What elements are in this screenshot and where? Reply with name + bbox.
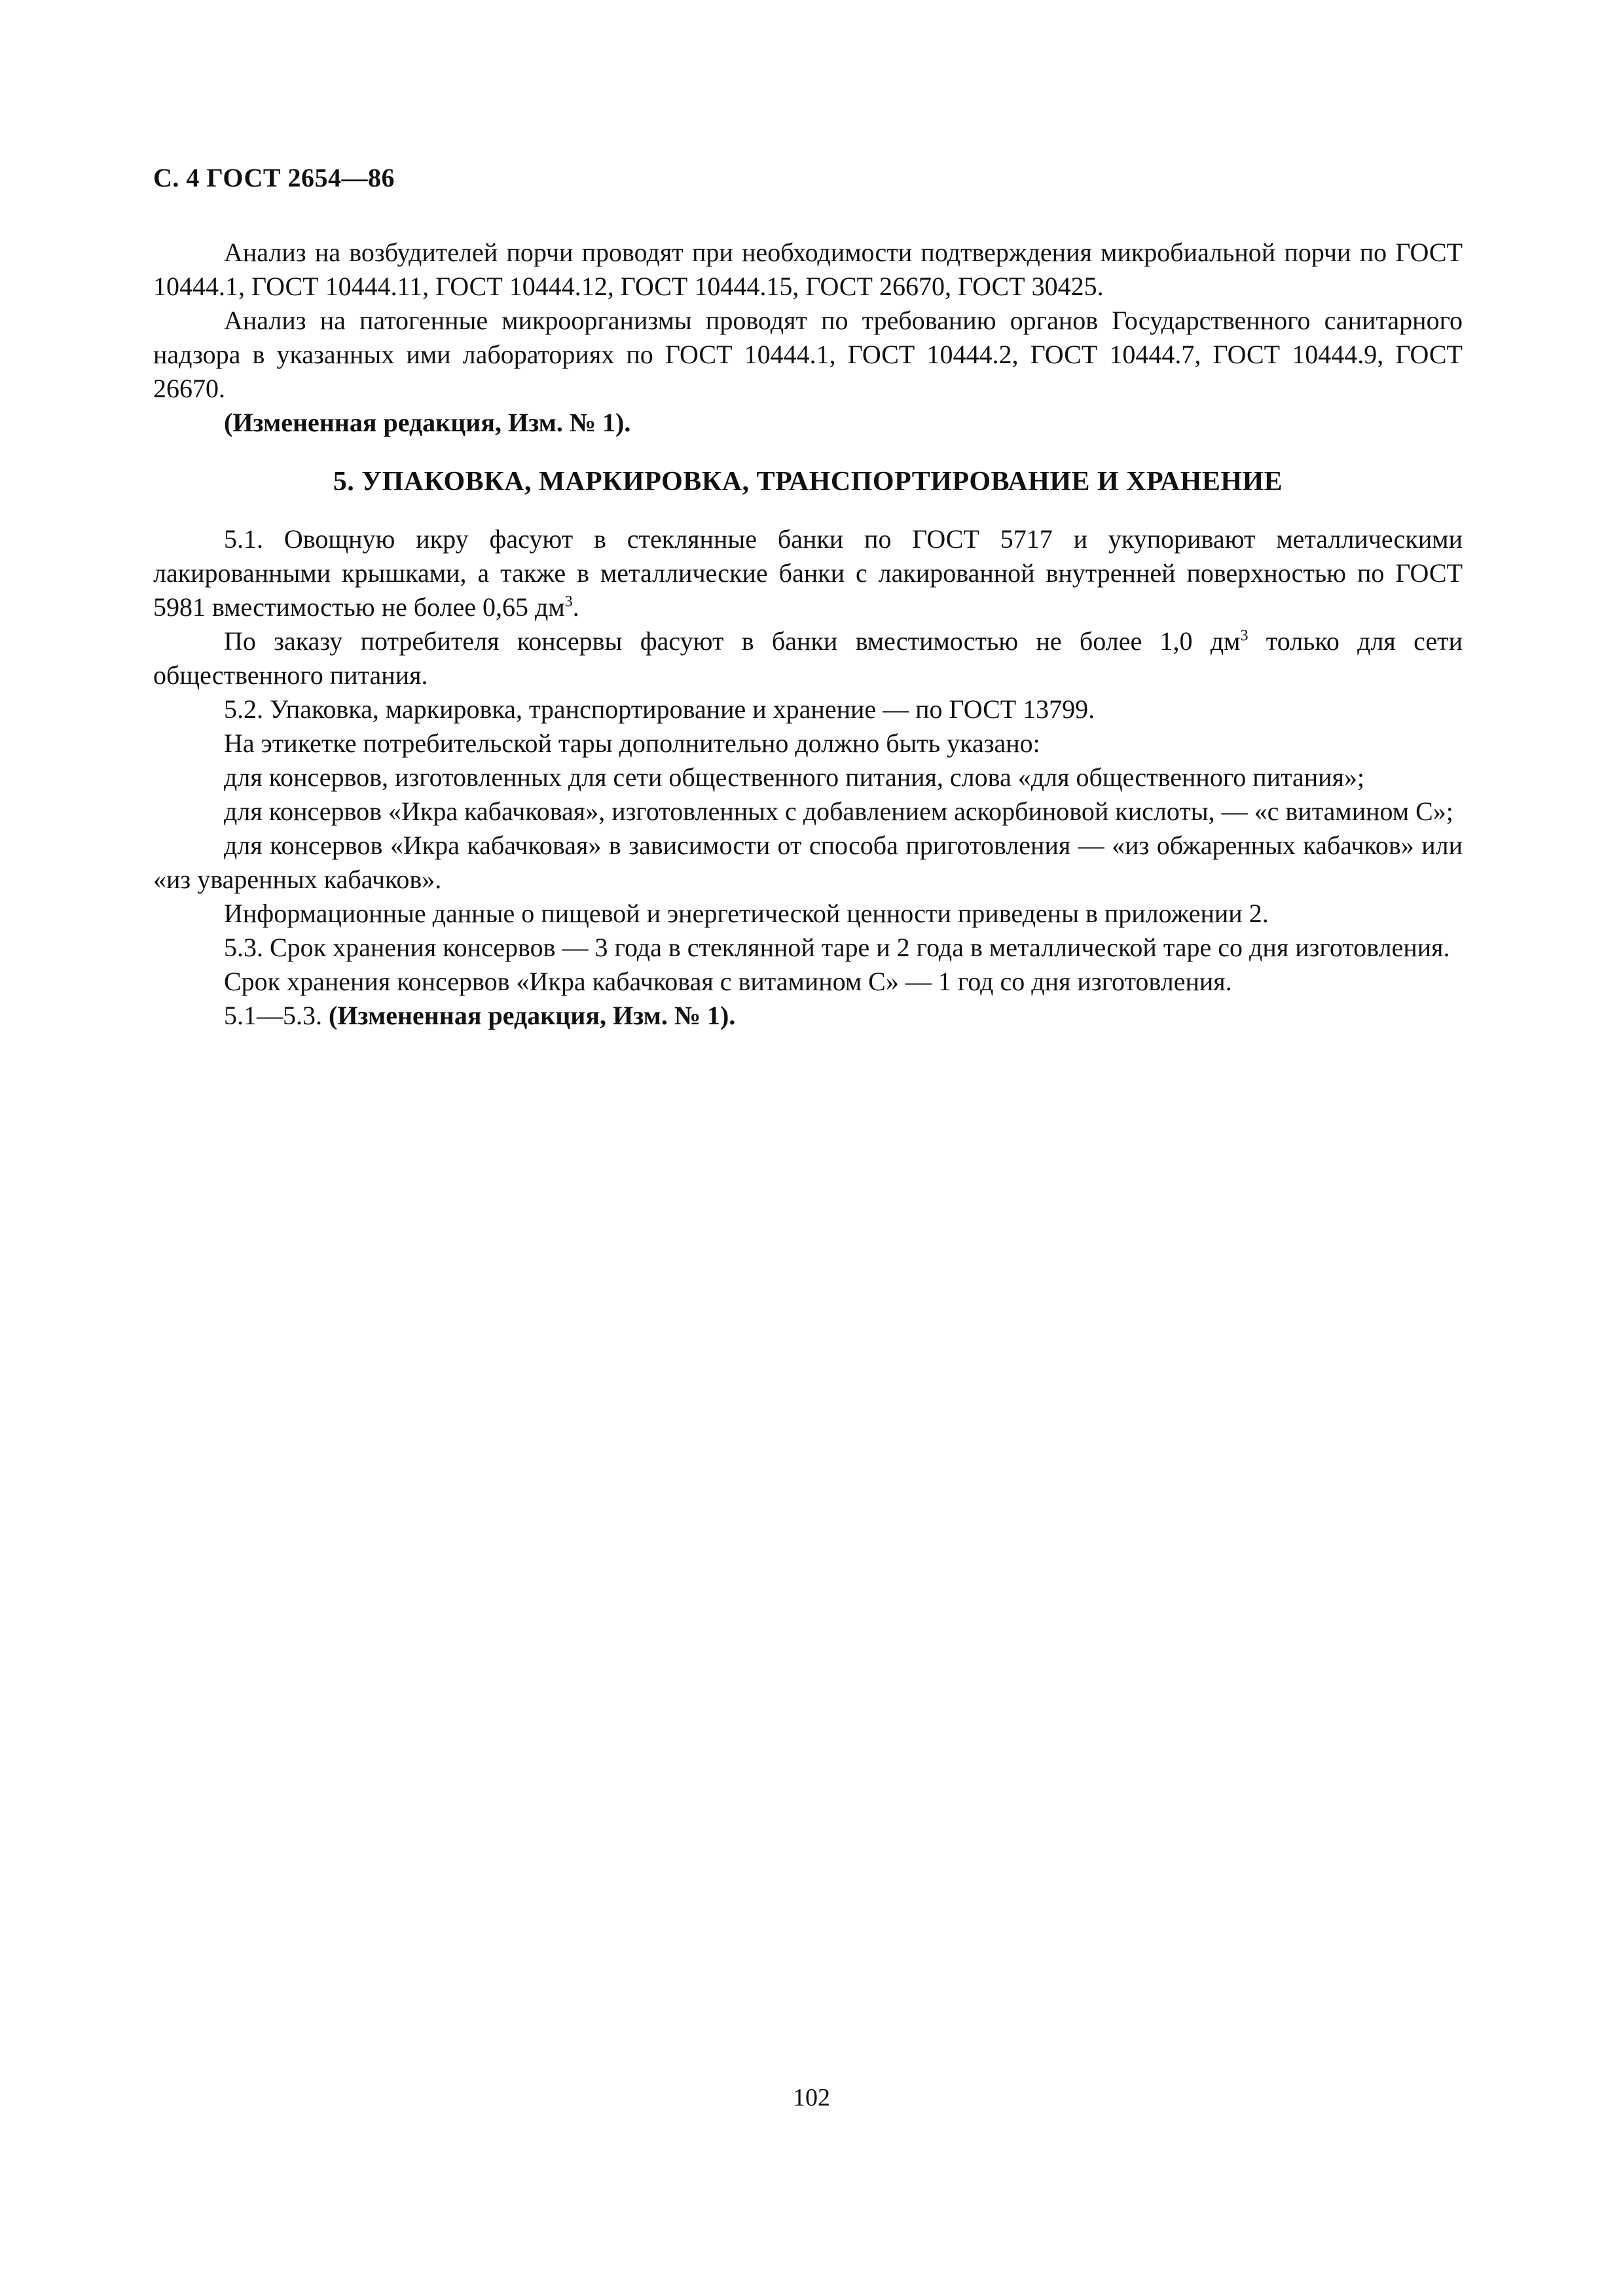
paragraph-5-1-end: . — [572, 592, 579, 622]
paragraph-consumer-order-end: только для сети общественного питания. — [153, 626, 1463, 690]
paragraph-5-2: 5.2. Упаковка, маркировка, транспортирование и хранение — по ГОСТ 13799. — [224, 694, 1095, 724]
paragraph-consumer-order — [153, 624, 1463, 692]
section-title: 5. УПАКОВКА, МАРКИРОВКА, ТРАНСПОРТИРОВАНИЕ И ХРАНЕНИЕ — [333, 467, 1283, 497]
paragraph-pathogen-analysis: Анализ на патогенные микроорганизмы проводят по требованию органов Государственного санитарного надзора в указанных ими лабораториях по ГОСТ 10444.1, ГОСТ 10444.2, ГОСТ 10444.7, ГОСТ 10444.9, ГОСТ 26670. — [153, 306, 1463, 403]
paragraph-shelf-life-vitamin-c: Срок хранения консервов «Икра кабачковая с витамином С» — 1 год со дня изготовления. — [224, 967, 1232, 996]
document-body — [153, 236, 1463, 1033]
amendment-note: (Измененная редакция, Изм. № 1). — [329, 1001, 736, 1030]
paragraph-5-1 — [153, 522, 1463, 624]
paragraph-nutrition-info: Информационные данные о пищевой и энергетической ценности приведены в приложении 2. — [224, 899, 1269, 928]
superscript: 3 — [564, 593, 573, 611]
amendment-range: 5.1—5.3. — [224, 1001, 329, 1030]
paragraph-consumer-order-text: По заказу потребителя консервы фасуют в банки вместимостью не более 1,0 дм — [224, 626, 1241, 656]
paragraph-spoilage-analysis: Анализ на возбудителей порчи проводят при необходимости подтверждения микробиальной порчи по ГОСТ 10444.1, ГОСТ 10444.11, ГОСТ 10444.12, ГОСТ 10444.15, ГОСТ 26670, ГОСТ 30425. — [153, 238, 1463, 301]
paragraph-amendment-5-1-5-3 — [153, 999, 1463, 1033]
paragraph-5-3: 5.3. Срок хранения консервов — 3 года в стеклянной таре и 2 года в металлической таре со дня изготовления. — [224, 933, 1450, 962]
section-5-body — [153, 522, 1463, 1033]
paragraph-label-preparation: для консервов «Икра кабачковая» в зависимости от способа приготовления — «из обжаренных кабачков» или «из уваренных кабачков». — [153, 831, 1463, 894]
paragraph-label-requirements: На этикетке потребительской тары дополнительно должно быть указано: — [224, 728, 1040, 758]
paragraph-5-1-text: 5.1. Овощную икру фасуют в стеклянные банки по ГОСТ 5717 и укупоривают металлическими лакированными крышками, а также в металлические банки с лакированной внутренней поверхностью по ГОСТ 5981 вместимостью не более 0,65 дм — [153, 524, 1463, 622]
running-head: С. 4 ГОСТ 2654—86 — [153, 163, 395, 192]
amendment-note: (Измененная редакция, Изм. № 1). — [224, 408, 631, 437]
paragraph-label-vitamin-c: для консервов «Икра кабачковая», изготовленных с добавлением аскорбиновой кислоты, — «с витамином С»; — [224, 797, 1453, 826]
paragraph-label-public-catering: для консервов, изготовленных для сети общественного питания, слова «для общественного питания»; — [224, 762, 1365, 792]
page-number: 102 — [793, 2084, 830, 2111]
superscript: 3 — [1240, 627, 1249, 645]
